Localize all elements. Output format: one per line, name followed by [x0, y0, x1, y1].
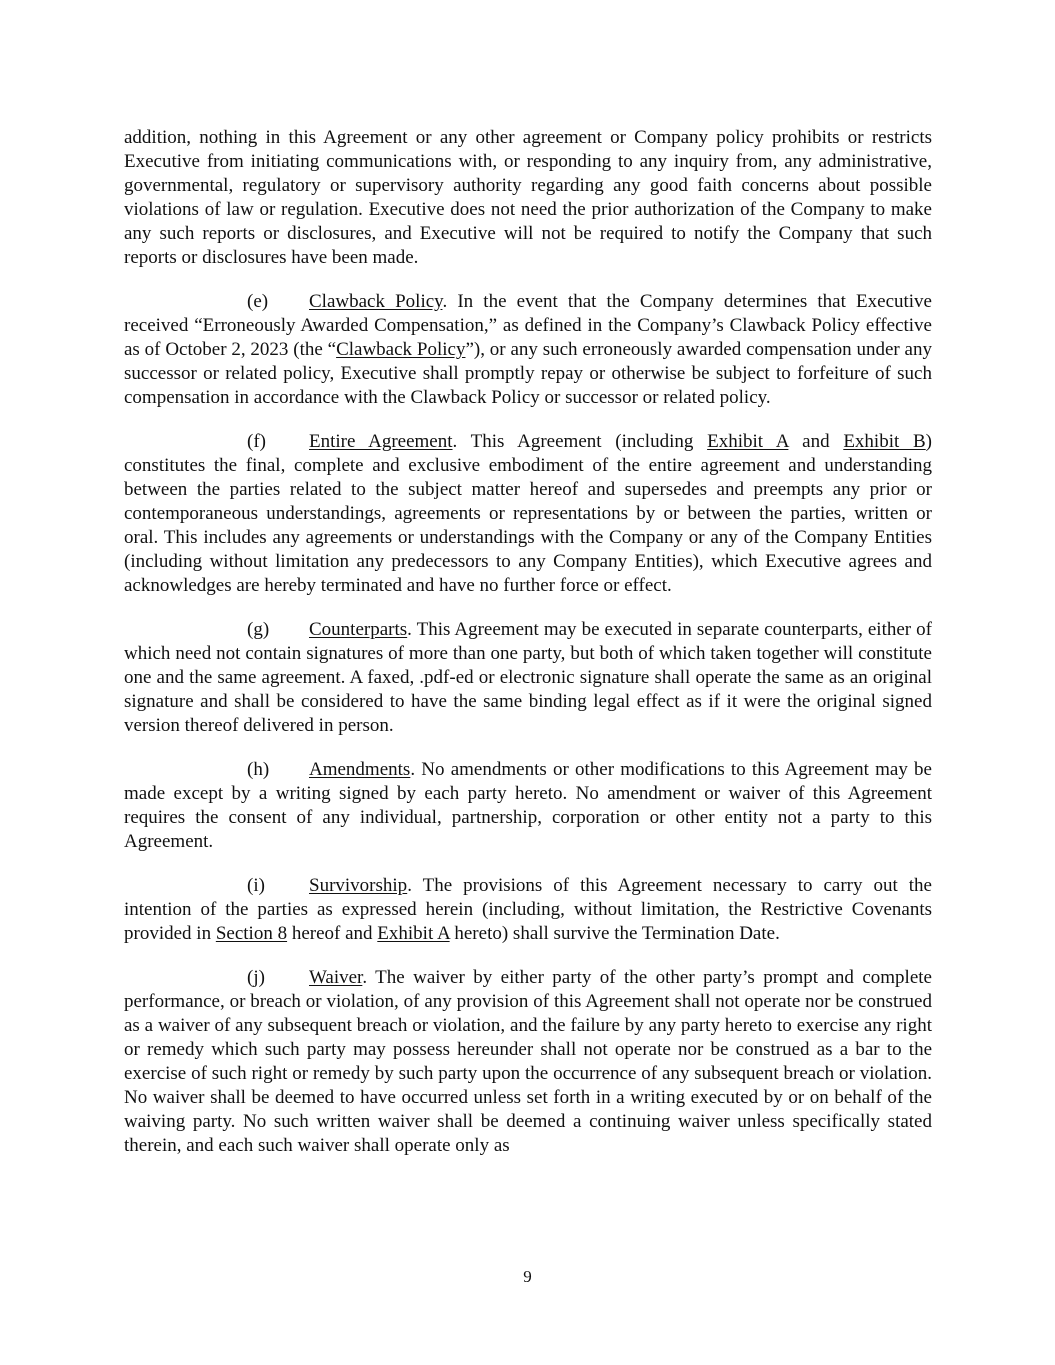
section-f-text: . This Agreement (including — [452, 431, 708, 452]
section-8-reference: Section 8 — [215, 923, 288, 944]
section-e-text: . In the event that the Company determines that Executive received “Erroneously Awarded Compensation,” as defined in the Company’s Clawback Policy effective as of October 2, 2023 (the “ — [124, 291, 932, 360]
section-f-text-continued: ) constitutes the final, complete and exclusive embodiment of the entire agreement and understanding between the parties related to the subject matter hereof and supersedes and preempts any prior or contemporaneous understandings, agreements or representations by or between the parties, written or oral. This includes any agreements or understandings with the Company or any of the Company Entities (including without limitation any predecessors to any Company Entities), which Executive agrees and acknowledges are hereby terminated and have no further force or effect. — [124, 431, 932, 596]
exhibit-a-reference-2: Exhibit A — [377, 923, 450, 944]
exhibit-a-reference: Exhibit A — [707, 431, 789, 452]
section-f-text-and: and — [788, 431, 844, 452]
section-i-text-hereof: hereof and — [287, 923, 378, 944]
exhibit-b-reference: Exhibit B — [843, 431, 926, 452]
section-e-heading: Clawback Policy — [309, 291, 443, 312]
section-g-paragraph — [124, 618, 932, 738]
section-j-paragraph — [124, 966, 932, 1158]
section-h-text: . No amendments or other modifications to this Agreement may be made except by a writing signed by each party hereto. No amendment or waiver of this Agreement requires the consent of any individual, partnership, corporation or other entity not a party to this Agreement. — [124, 759, 932, 852]
section-h-paragraph — [124, 758, 932, 854]
section-j-text: . The waiver by either party of the other party’s prompt and complete performance, or breach or violation, of any provision of this Agreement shall not operate nor be construed as a waiver of any subsequent breach or violation, and the failure by any party hereto to exercise any right or remedy which such party may possess hereunder shall not operate nor be construed as a bar to the exercise of such right or remedy by such party upon the occurrence of any subsequent breach or violation. No waiver shall be deemed to have occurred unless set forth in a writing executed by or on behalf of the waiving party. No such written waiver shall be deemed a continuing waiver unless specifically stated therein, and each such waiver shall operate only as — [124, 967, 932, 1156]
intro-text: addition, nothing in this Agreement or any other agreement or Company policy prohibits or restricts Executive from initiating communications with, or responding to any inquiry from, any administrative, governmental, regulatory or supervisory authority regarding any good faith concerns about possible violations of law or regulation. Executive does not need the prior authorization of the Company to make any such reports or disclosures, and Executive will not be required to notify the Company that such reports or disclosures have been made. — [124, 127, 932, 268]
document-body — [124, 126, 932, 1178]
section-f-heading: Entire Agreement — [309, 431, 453, 452]
section-h-heading: Amendments — [309, 759, 411, 780]
section-f-label: (f) — [247, 431, 266, 452]
intro-paragraph — [124, 126, 932, 270]
section-e-paragraph — [124, 290, 932, 410]
section-g-text: . This Agreement may be executed in separate counterparts, either of which need not contain signatures of more than one party, but both of which taken together will constitute one and the same agreement. A faxed, .pdf-ed or electronic signature shall operate the same as an original signature and shall be considered to have the same binding legal effect as if it were the original signed version thereof delivered in person. — [124, 619, 932, 736]
section-i-text: . The provisions of this Agreement necessary to carry out the intention of the parties as expressed herein (including, without limitation, the Restrictive Covenants provided in — [124, 875, 932, 944]
section-h-label: (h) — [247, 759, 270, 780]
section-f-paragraph — [124, 430, 932, 598]
section-e-label: (e) — [247, 291, 269, 312]
section-i-heading: Survivorship — [309, 875, 408, 896]
section-i-label: (i) — [247, 875, 265, 896]
section-g-heading: Counterparts — [309, 619, 408, 640]
section-i-text-continued: hereto) shall survive the Termination Date. — [449, 923, 780, 944]
section-e-text-continued: ”), or any such erroneously awarded compensation under any successor or related policy, Executive shall promptly repay or otherwise be subject to forfeiture of such compensation in accordance with the Clawback Policy or successor or related policy. — [124, 339, 932, 408]
section-g-label: (g) — [247, 619, 270, 640]
page-number: 9 — [523, 1267, 532, 1286]
clawback-policy-defined-term: Clawback Policy — [336, 339, 466, 360]
section-j-heading: Waiver — [309, 967, 363, 988]
section-j-label: (j) — [247, 967, 265, 988]
section-i-paragraph — [124, 874, 932, 946]
